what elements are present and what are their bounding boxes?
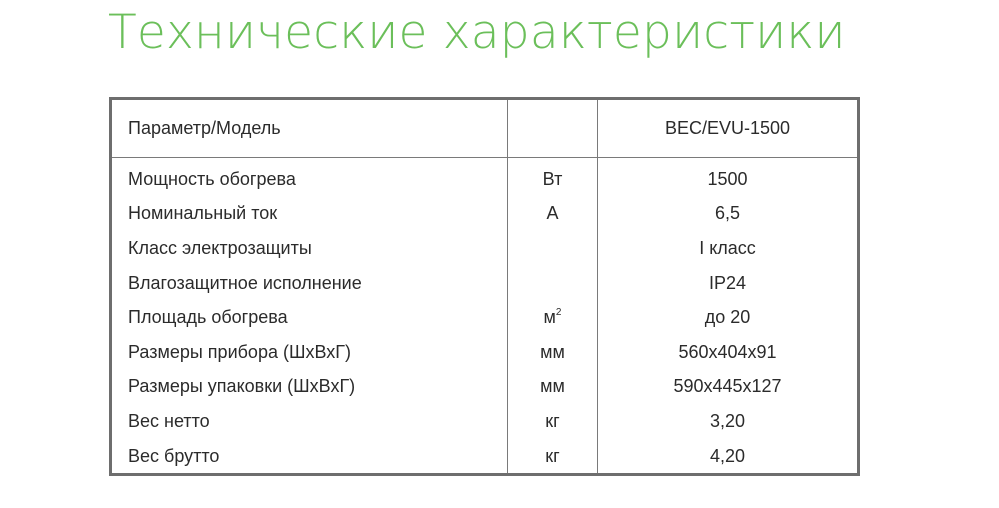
table-row [112,266,857,301]
table-row [112,197,857,232]
unit-cell [507,266,598,301]
parameter-cell: Класс электрозащиты [128,237,312,258]
parameter-cell: Размеры упаковки (ШхВхГ) [128,376,356,397]
header-model-cell: BEC/EVU-1500 [598,100,857,158]
parameter-cell: Вес нетто [128,410,210,431]
parameter-cell: Размеры прибора (ШхВхГ) [128,341,351,362]
value-cell: I класс [699,237,756,258]
value-cell: 3,20 [709,410,746,431]
header-parameter-cell: Параметр/Модель [112,100,507,158]
parameter-cell: Номинальный ток [128,203,278,224]
unit-superscript: 2 [555,307,562,319]
table-row [112,231,857,266]
value-cell: до 20 [704,307,751,328]
value-cell: IP24 [708,272,747,293]
unit-cell: А [507,197,598,232]
parameter-cell: Мощность обогрева [128,168,296,189]
unit-cell: мм [507,370,598,405]
unit-cell [507,300,598,335]
parameter-cell: Площадь обогрева [128,307,288,328]
table-row [112,335,857,370]
parameter-cell: Вес брутто [128,445,220,466]
table-header-row [112,100,857,158]
unit-cell: Вт [507,158,598,197]
header-unit-cell [507,100,598,158]
unit-text: м [543,307,556,328]
table-row [112,439,857,474]
value-cell: 590x445x127 [673,376,782,397]
table-row [112,404,857,439]
specifications-table [109,97,860,476]
unit-cell: кг [507,439,598,474]
page-title: Технические характеристики [108,5,846,60]
unit-cell [507,231,598,266]
value-cell: 4,20 [709,445,746,466]
table-row [112,370,857,405]
table-row [112,300,857,335]
table-row [112,158,857,197]
unit-cell: кг [507,404,598,439]
value-cell: 560x404x91 [678,341,777,362]
parameter-cell: Влагозащитное исполнение [128,272,362,293]
value-cell: 6,5 [714,203,741,224]
unit-cell: мм [507,335,598,370]
value-cell: 1500 [707,168,748,189]
